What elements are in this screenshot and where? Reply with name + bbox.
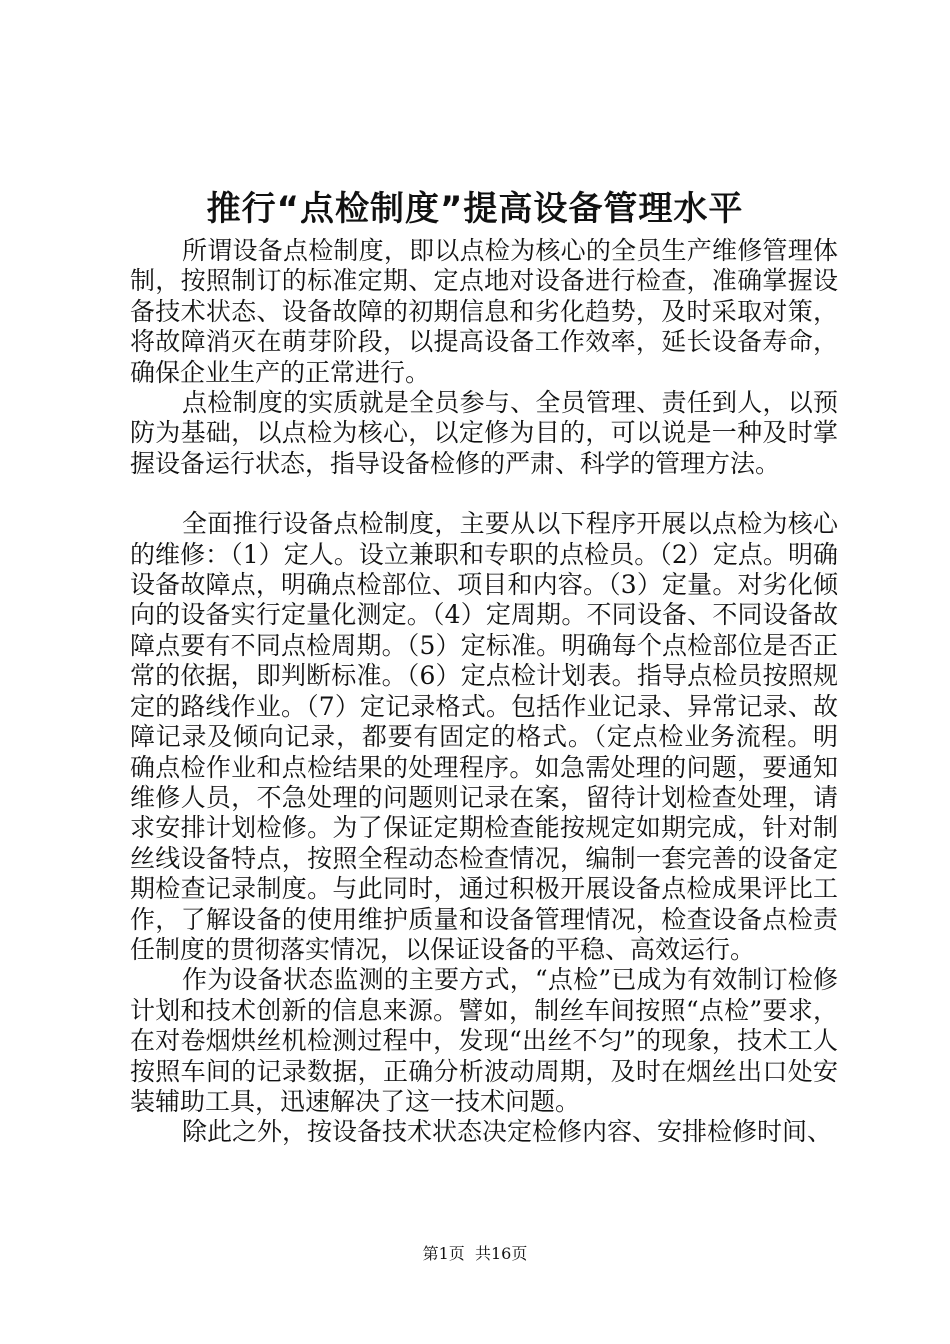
paragraph-1: 所谓设备点检制度，即以点检为核心的全员生产维修管理体制，按照制订的标准定期、定点地对设备进行检查，准确掌握设备技术状态、设备故障的初期信息和劣化趋势，及时采取对策，将故障消灭在萌芽阶段，以提高设备工作效率，延长设备寿命，确保企业生产的正常进行。 — [130, 236, 838, 387]
footer-gap — [465, 1244, 475, 1263]
document-title: 推行“点检制度”提高设备管理水平 — [206, 189, 744, 229]
paragraph-spacer — [130, 479, 838, 509]
document-body — [130, 236, 838, 1148]
paragraph-4: 作为设备状态监测的主要方式，“点检”已成为有效制订检修计划和技术创新的信息来源。譬如，制丝车间按照“点检”要求，在对卷烟烘丝机检测过程中，发现“出丝不匀”的现象，技术工人按照车间的记录数据，正确分析波动周期，及时在烟丝出口处安装辅助工具，迅速解决了这一技术问题。 — [130, 965, 838, 1116]
page-number: 第1页 — [422, 1244, 465, 1263]
paragraph-5: 除此之外，按设备技术状态决定检修内容、安排检修时间、 — [182, 1117, 833, 1147]
total-pages: 共16页 — [474, 1244, 528, 1263]
paragraph-3: 全面推行设备点检制度，主要从以下程序开展以点检为核心的维修：（1）定人。设立兼职和专职的点检员。（2）定点。明确设备故障点，明确点检部位、项目和内容。（3）定量。对劣化倾向的设备实行定量化测定。（4）定周期。不同设备、不同设备故障点要有不同点检周期。（5）定标准。明确每个点检部位是否正常的依据，即判断标准。（6）定点检计划表。指导点检员按照规定的路线作业。（7）定记录格式。包括作业记录、异常记录、故障记录及倾向记录，都要有固定的格式。（定点检业务流程。明确点检作业和点检结果的处理程序。如急需处理的问题，要通知维修人员，不急处理的问题则记录在案，留待计划检查处理，请求安排计划检修。为了保证定期检查能按规定如期完成，针对制丝线设备特点，按照全程动态检查情况，编制一套完善的设备定期检查记录制度。与此同时，通过积极开展设备点检成果评比工作，了解设备的使用维护质量和设备管理情况，检查设备点检责任制度的贯彻落实情况，以保证设备的平稳、高效运行。 — [130, 509, 838, 964]
paragraph-2: 点检制度的实质就是全员参与、全员管理、责任到人，以预防为基础，以点检为核心，以定修为目的，可以说是一种及时掌握设备运行状态，指导设备检修的严肃、科学的管理方法。 — [130, 388, 838, 478]
page-footer — [0, 1242, 950, 1266]
